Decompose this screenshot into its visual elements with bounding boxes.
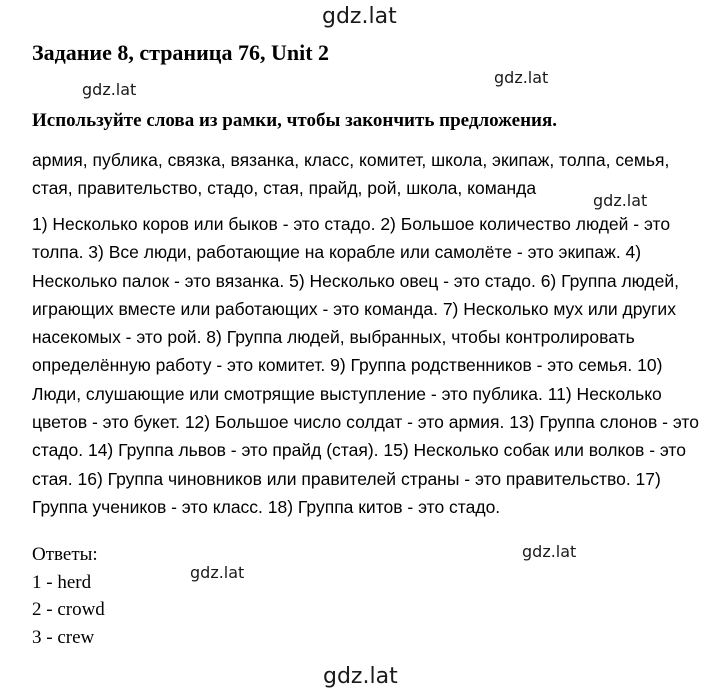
watermark: gdz.lat [593,191,648,210]
watermark: gdz.lat [494,68,549,87]
answer-item: 1 - herd [32,571,92,593]
word-box: армия, публика, связка, вязанка, класс, комитет, школа, экипаж, толпа, семья, стая, правительство, стадо, стая, прайд, рой, школа, команда [32,150,670,198]
watermark: gdz.lat [322,4,397,29]
answer-item: 3 - crew [32,626,95,648]
watermark: gdz.lat [522,542,577,561]
answers-list [32,541,105,651]
watermark: gdz.lat [82,80,137,99]
answers-heading: Ответы: [32,544,98,565]
answer-paragraph: 1) Несколько коров или быков - это стадо. 2) Большое количество людей - это толпа. 3) Все люди, работающие на корабле или самолёте - это экипаж. 4) Несколько палок - это вязанка. 5) Несколько овец - это стадо. 6) Группа людей, играющих вместе или работающих - это команда. 7) Несколько мух или других насекомых - это рой. 8) Группа людей, выбранных, чтобы контролировать определённую работу - это комитет. 9) Группа родственников - это семья. 10) Люди, слушающие или смотрящие выступление - это публика. 11) Несколько цветов - это букет. 12) Большое число солдат - это армия. 13) Группа слонов - это стадо. 14) Группа львов - это прайд (стая). 15) Несколько собак или волков - это стая. 16) Группа чиновников или правителей страны - это правительство. 17) Группа учеников - это класс. 18) Группа китов - это стадо. [32,214,699,517]
watermark: gdz.lat [323,664,398,689]
answer-item: 2 - crowd [32,599,105,620]
task-instruction: Используйте слова из рамки, чтобы закончить предложения. [32,110,558,131]
page-title: Задание 8, страница 76, Unit 2 [32,40,330,65]
watermark: gdz.lat [190,563,245,582]
